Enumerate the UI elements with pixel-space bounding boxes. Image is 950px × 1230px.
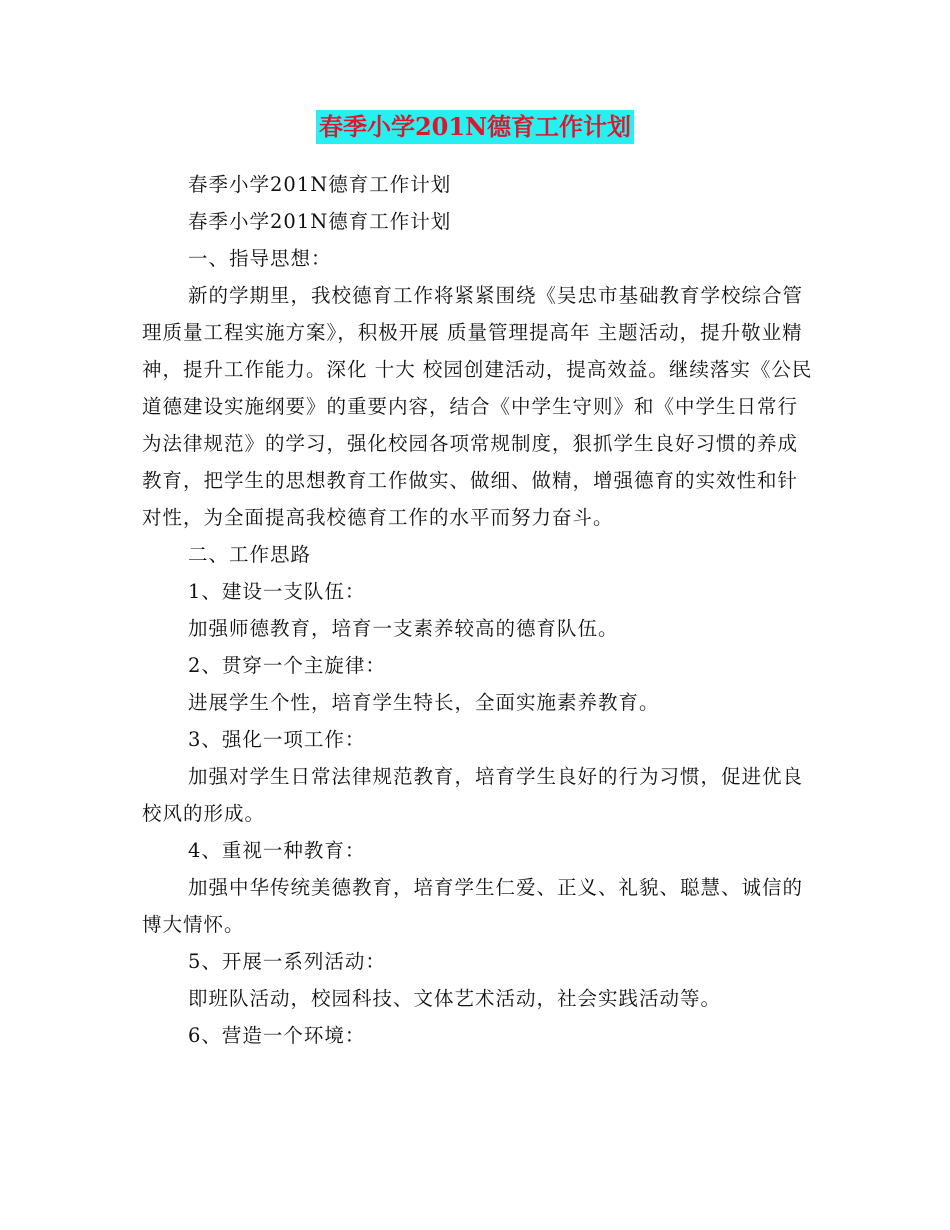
item-heading-3: 3、强化一项工作： bbox=[188, 728, 366, 751]
item-heading-6: 6、营造一个环境： bbox=[188, 1024, 366, 1047]
paragraph-subtitle-1: 春季小学201N德育工作计划 bbox=[188, 173, 452, 196]
item-body-4: 加强中华传统美德教育，培育学生仁爱、正义、礼貌、聪慧、诚信的博大情怀。 bbox=[142, 876, 804, 936]
section-heading-guiding-ideology: 一、指导思想： bbox=[188, 247, 332, 270]
document-title: 春季小学201N德育工作计划 bbox=[316, 110, 634, 144]
section-heading-work-ideas: 二、工作思路 bbox=[188, 543, 312, 566]
item-heading-4: 4、重视一种教育： bbox=[188, 839, 366, 862]
item-body-5: 即班队活动，校园科技、文体艺术活动，社会实践活动等。 bbox=[188, 987, 722, 1010]
item-body-3: 加强对学生日常法律规范教育，培育学生良好的行为习惯，促进优良校风的形成。 bbox=[142, 765, 804, 825]
item-heading-2: 2、贯穿一个主旋律： bbox=[188, 654, 386, 677]
item-body-2: 进展学生个性，培育学生特长，全面实施素养教育。 bbox=[188, 691, 660, 714]
paragraph-guiding-ideology: 新的学期里，我校德育工作将紧紧围绕《吴忠市基础教育学校综合管理质量工程实施方案》，积极开展 质量管理提高年 主题活动，提升敬业精神，提升工作能力。深化 十大 校园创建活动，提高效益。继续落实《公民道德建设实施纲要》的重要内容，结合《中学生守则》和《中学生日常行为法律规范》的学习，强化校园各项常规制度，狠抓学生良好习惯的养成教育，把学生的思想教育工作做实、做细、做精，增强德育的实效性和针对性，为全面提高我校德育工作的水平而努力奋斗。 bbox=[142, 284, 813, 529]
item-body-1: 加强师德教育，培育一支素养较高的德育队伍。 bbox=[188, 617, 619, 640]
item-heading-5: 5、开展一系列活动： bbox=[188, 950, 386, 973]
paragraph-subtitle-2: 春季小学201N德育工作计划 bbox=[188, 210, 452, 233]
item-heading-1: 1、建设一支队伍： bbox=[188, 580, 366, 603]
title-container bbox=[0, 110, 950, 144]
document-body bbox=[142, 166, 814, 1054]
